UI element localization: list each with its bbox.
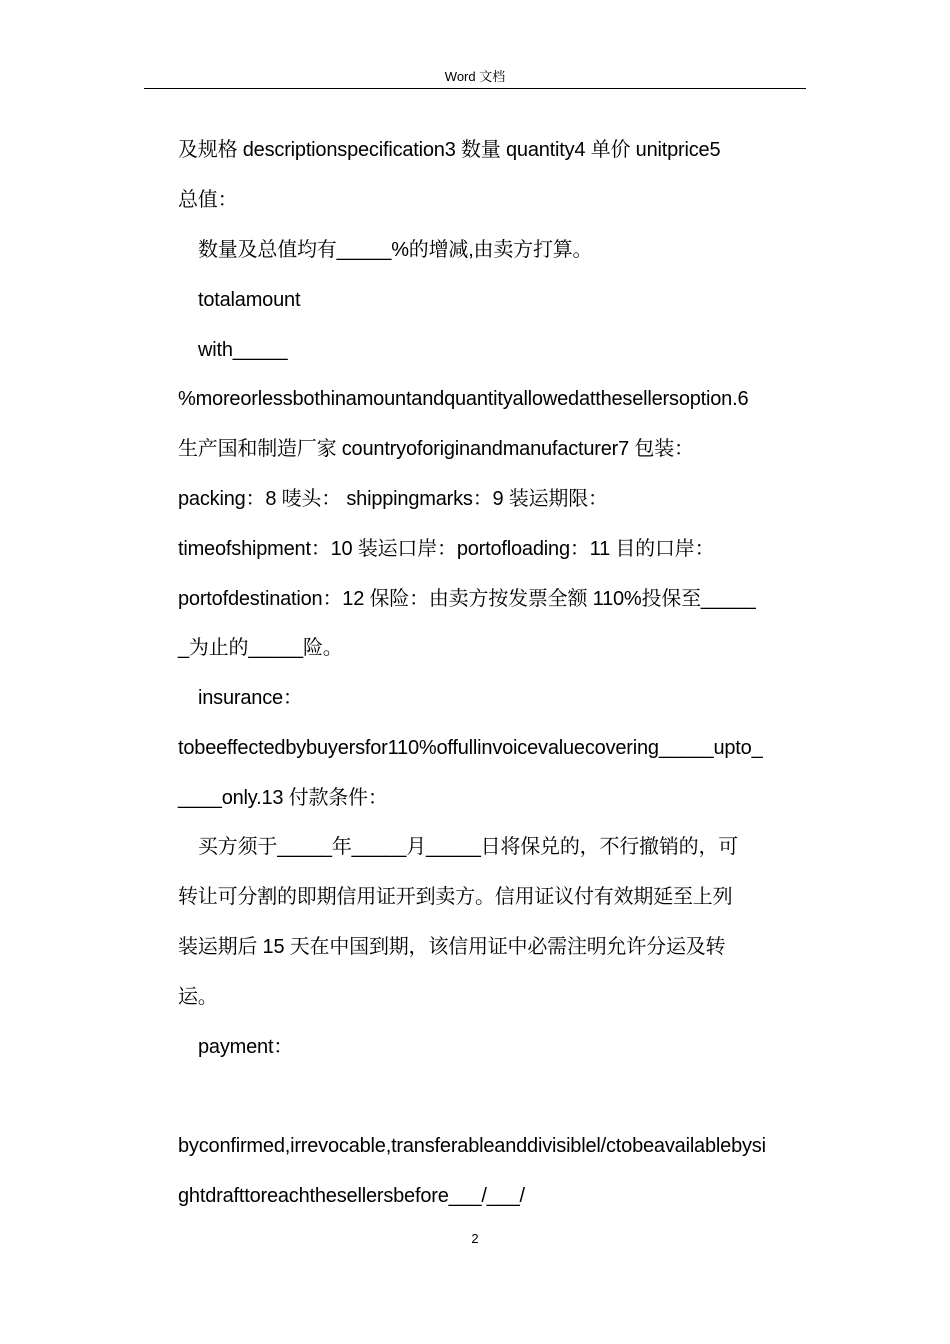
body-line-3: 数量及总值均有_____%的增减,由卖方打算。	[198, 239, 593, 261]
body-line-20: byconfirmed,irrevocable,transferableanddivisiblel/ctobeavailablebysi	[178, 1135, 766, 1157]
page-number: 2	[471, 1231, 479, 1246]
body-line-5: with_____	[198, 339, 288, 361]
body-line-6: %moreorlessbothinamountandquantityallowedatthesellersoption.6	[178, 388, 749, 410]
body-line-9: timeofshipment：10 装运口岸：portofloading：11 目的口岸：	[178, 538, 715, 560]
body-line-4: totalamount	[198, 289, 301, 311]
body-line-15: 买方须于_____年_____月_____日将保兑的，不行撤销的，可	[198, 836, 739, 858]
body-line-17: 装运期后 15 天在中国到期，该信用证中必需注明允许分运及转	[178, 936, 726, 958]
page-header: Word 文档	[144, 68, 806, 89]
body-line-16: 转让可分割的即期信用证开到卖方。信用证议付有效期延至上列	[178, 886, 733, 908]
body-line-12: insurance：	[198, 687, 303, 709]
body-line-18: 运。	[178, 986, 218, 1008]
body-line-14: ____only.13 付款条件：	[178, 787, 388, 809]
body-line-2: 总值：	[178, 189, 238, 211]
body-line-7: 生产国和制造厂家 countryoforiginandmanufacturer7 包装：	[178, 438, 694, 460]
body-line-10: portofdestination：12 保险：由卖方按发票全额 110%投保至_____	[178, 588, 756, 610]
body-line-21: ghtdrafttoreachthesellersbefore___/___/	[178, 1185, 525, 1207]
body-line-8: packing：8 唛头： shippingmarks：9 装运期限：	[178, 488, 608, 510]
body-line-11: _为止的_____险。	[178, 637, 343, 659]
body-line-1: 及规格 descriptionspecification3 数量 quantity4 单价 unitprice5	[178, 139, 721, 161]
body-line-13: tobeeffectedbybuyersfor110%offullinvoicevaluecovering_____upto_	[178, 737, 763, 759]
body-line-19: payment：	[198, 1036, 294, 1058]
